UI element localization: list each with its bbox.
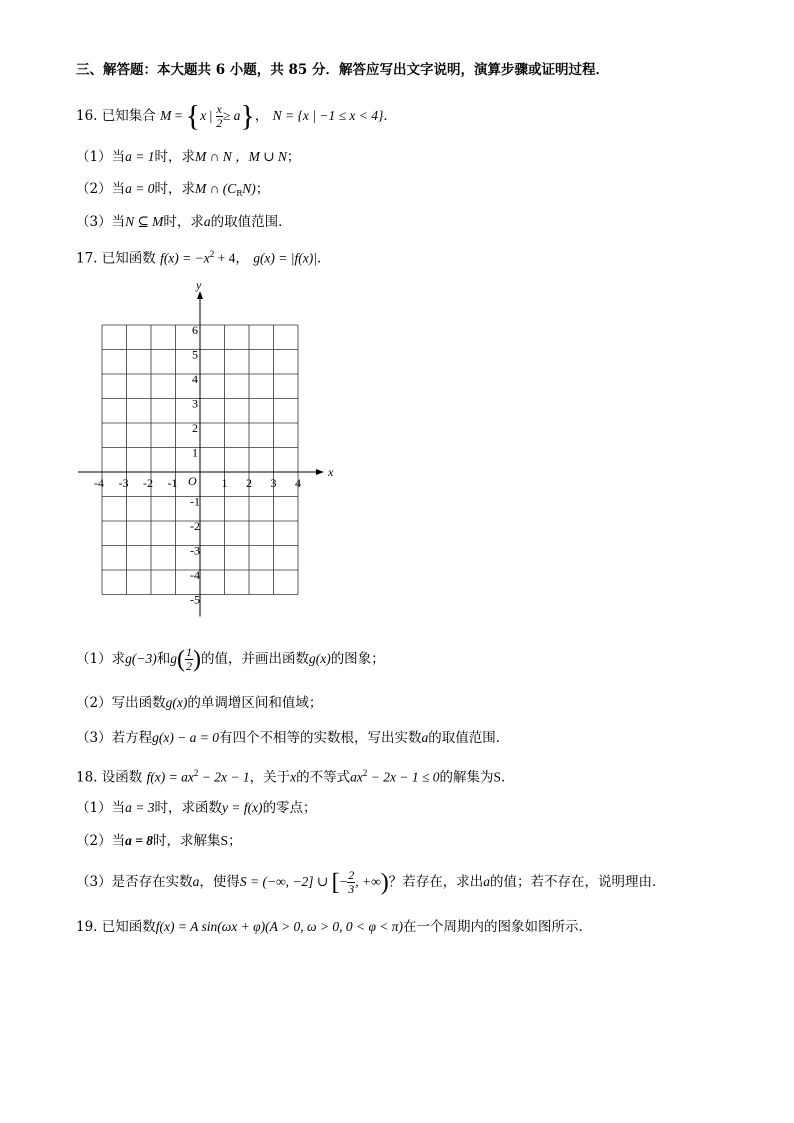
q18-part-2: （2）当a = 8时，求解集S； (76, 833, 242, 849)
x-tick-label: -3 (118, 476, 129, 490)
x-tick-label: -2 (143, 476, 153, 490)
x-tick-label: 2 (246, 476, 252, 490)
q18-part-1: （1）当a = 3时，求函数y = f(x)的零点； (76, 800, 317, 816)
question-lead: 已知集合 (101, 108, 156, 124)
set-m-symbol: M (160, 108, 172, 123)
y-tick-label: 2 (192, 421, 198, 435)
question-19: 19. 已知函数f(x) = A sin(ωx + φ)(A > 0, ω > 0, 0 < φ < π)在一个周期内的图象如图所示． (76, 919, 593, 935)
y-tick-label: 5 (192, 347, 198, 362)
y-tick-label: -5 (190, 592, 200, 607)
y-axis-arrow (197, 291, 203, 299)
coordinate-grid (70, 282, 340, 622)
q17-part-1: （1）求g(−3)和g( $\frac{1}{2}$ )的值，并画出函数g(x)的图象； (76, 645, 385, 673)
question-18: 18. 设函数 $f(x) = ax^2 - 2x - 1$，关于x的不等式$ax^2 - 2x - 1 \le 0$的解集为S． (76, 768, 515, 786)
y-tick-label: -1 (190, 494, 200, 509)
y-tick-label: -3 (190, 543, 200, 558)
fraction-x-over-2: $\frac{x}{2}$ (216, 102, 223, 130)
x-tick-label: 1 (221, 476, 228, 490)
x-tick-label: -4 (94, 476, 104, 490)
section-title: 三、解答题：本大题共 6 小题，共 85 分．解答应写出文字说明，演算步骤或证明过程． (76, 62, 609, 78)
f-definition: f(x) = −x (160, 250, 210, 266)
set-n-definition: N = {x | −1 ≤ x < 4} (272, 108, 384, 123)
question-number: 16. (76, 108, 102, 124)
q16-part-2: （2）当a = 0时，求M ∩ $(C_RN)$； (76, 181, 270, 198)
y-tick-label: -2 (190, 519, 200, 533)
q16-part-3: （3）当N ⊆ M时，求a的取值范围． (76, 214, 292, 230)
set-m-var: x (200, 108, 207, 123)
y-tick-label: 6 (192, 323, 198, 337)
q17-part-3: （3）若方程g(x) − a = 0有四个不相等的实数根，写出实数a的取值范围． (76, 730, 510, 746)
g-definition: g(x) = |f(x)| (253, 250, 317, 266)
q16-part-1: （1）当a = 1时，求M ∩ N ，M ∪ N； (76, 149, 301, 165)
y-tick-label: 3 (192, 396, 198, 411)
x-tick-label: -1 (167, 476, 178, 490)
x-axis-label: x (328, 465, 334, 479)
y-tick-label: 1 (192, 445, 198, 460)
x-axis-arrow (316, 469, 324, 475)
fraction-two-thirds: $\frac{2}{3}$ (348, 868, 355, 896)
fraction-one-half: $\frac{1}{2}$ (185, 645, 192, 673)
x-tick-label: 4 (295, 476, 301, 490)
q18-part-3: （3）是否存在实数a，使得S = (−∞, −2] ∪ [− $\frac{2}{3}$ , +∞)？若存在，求出a的值；若不存在，说明理由． (76, 868, 666, 896)
question-16: 16. 已知集合 M = {x | $\frac{x}{2}$ ≥ a}， N = {x | −1 ≤ x < 4}． (76, 99, 397, 133)
y-tick-label: -4 (190, 568, 200, 582)
origin-label: O (188, 474, 197, 488)
question-17: 17. 已知函数 $f(x) = -x^2 + 4$， g(x) = |f(x)|． (76, 249, 331, 267)
q17-part-2: （2）写出函数g(x)的单调增区间和值域； (76, 695, 323, 711)
x-tick-label: 3 (270, 476, 277, 490)
ge-a: ≥ a (222, 108, 241, 123)
y-axis-label: y (196, 282, 202, 292)
y-tick-label: 4 (192, 372, 198, 386)
